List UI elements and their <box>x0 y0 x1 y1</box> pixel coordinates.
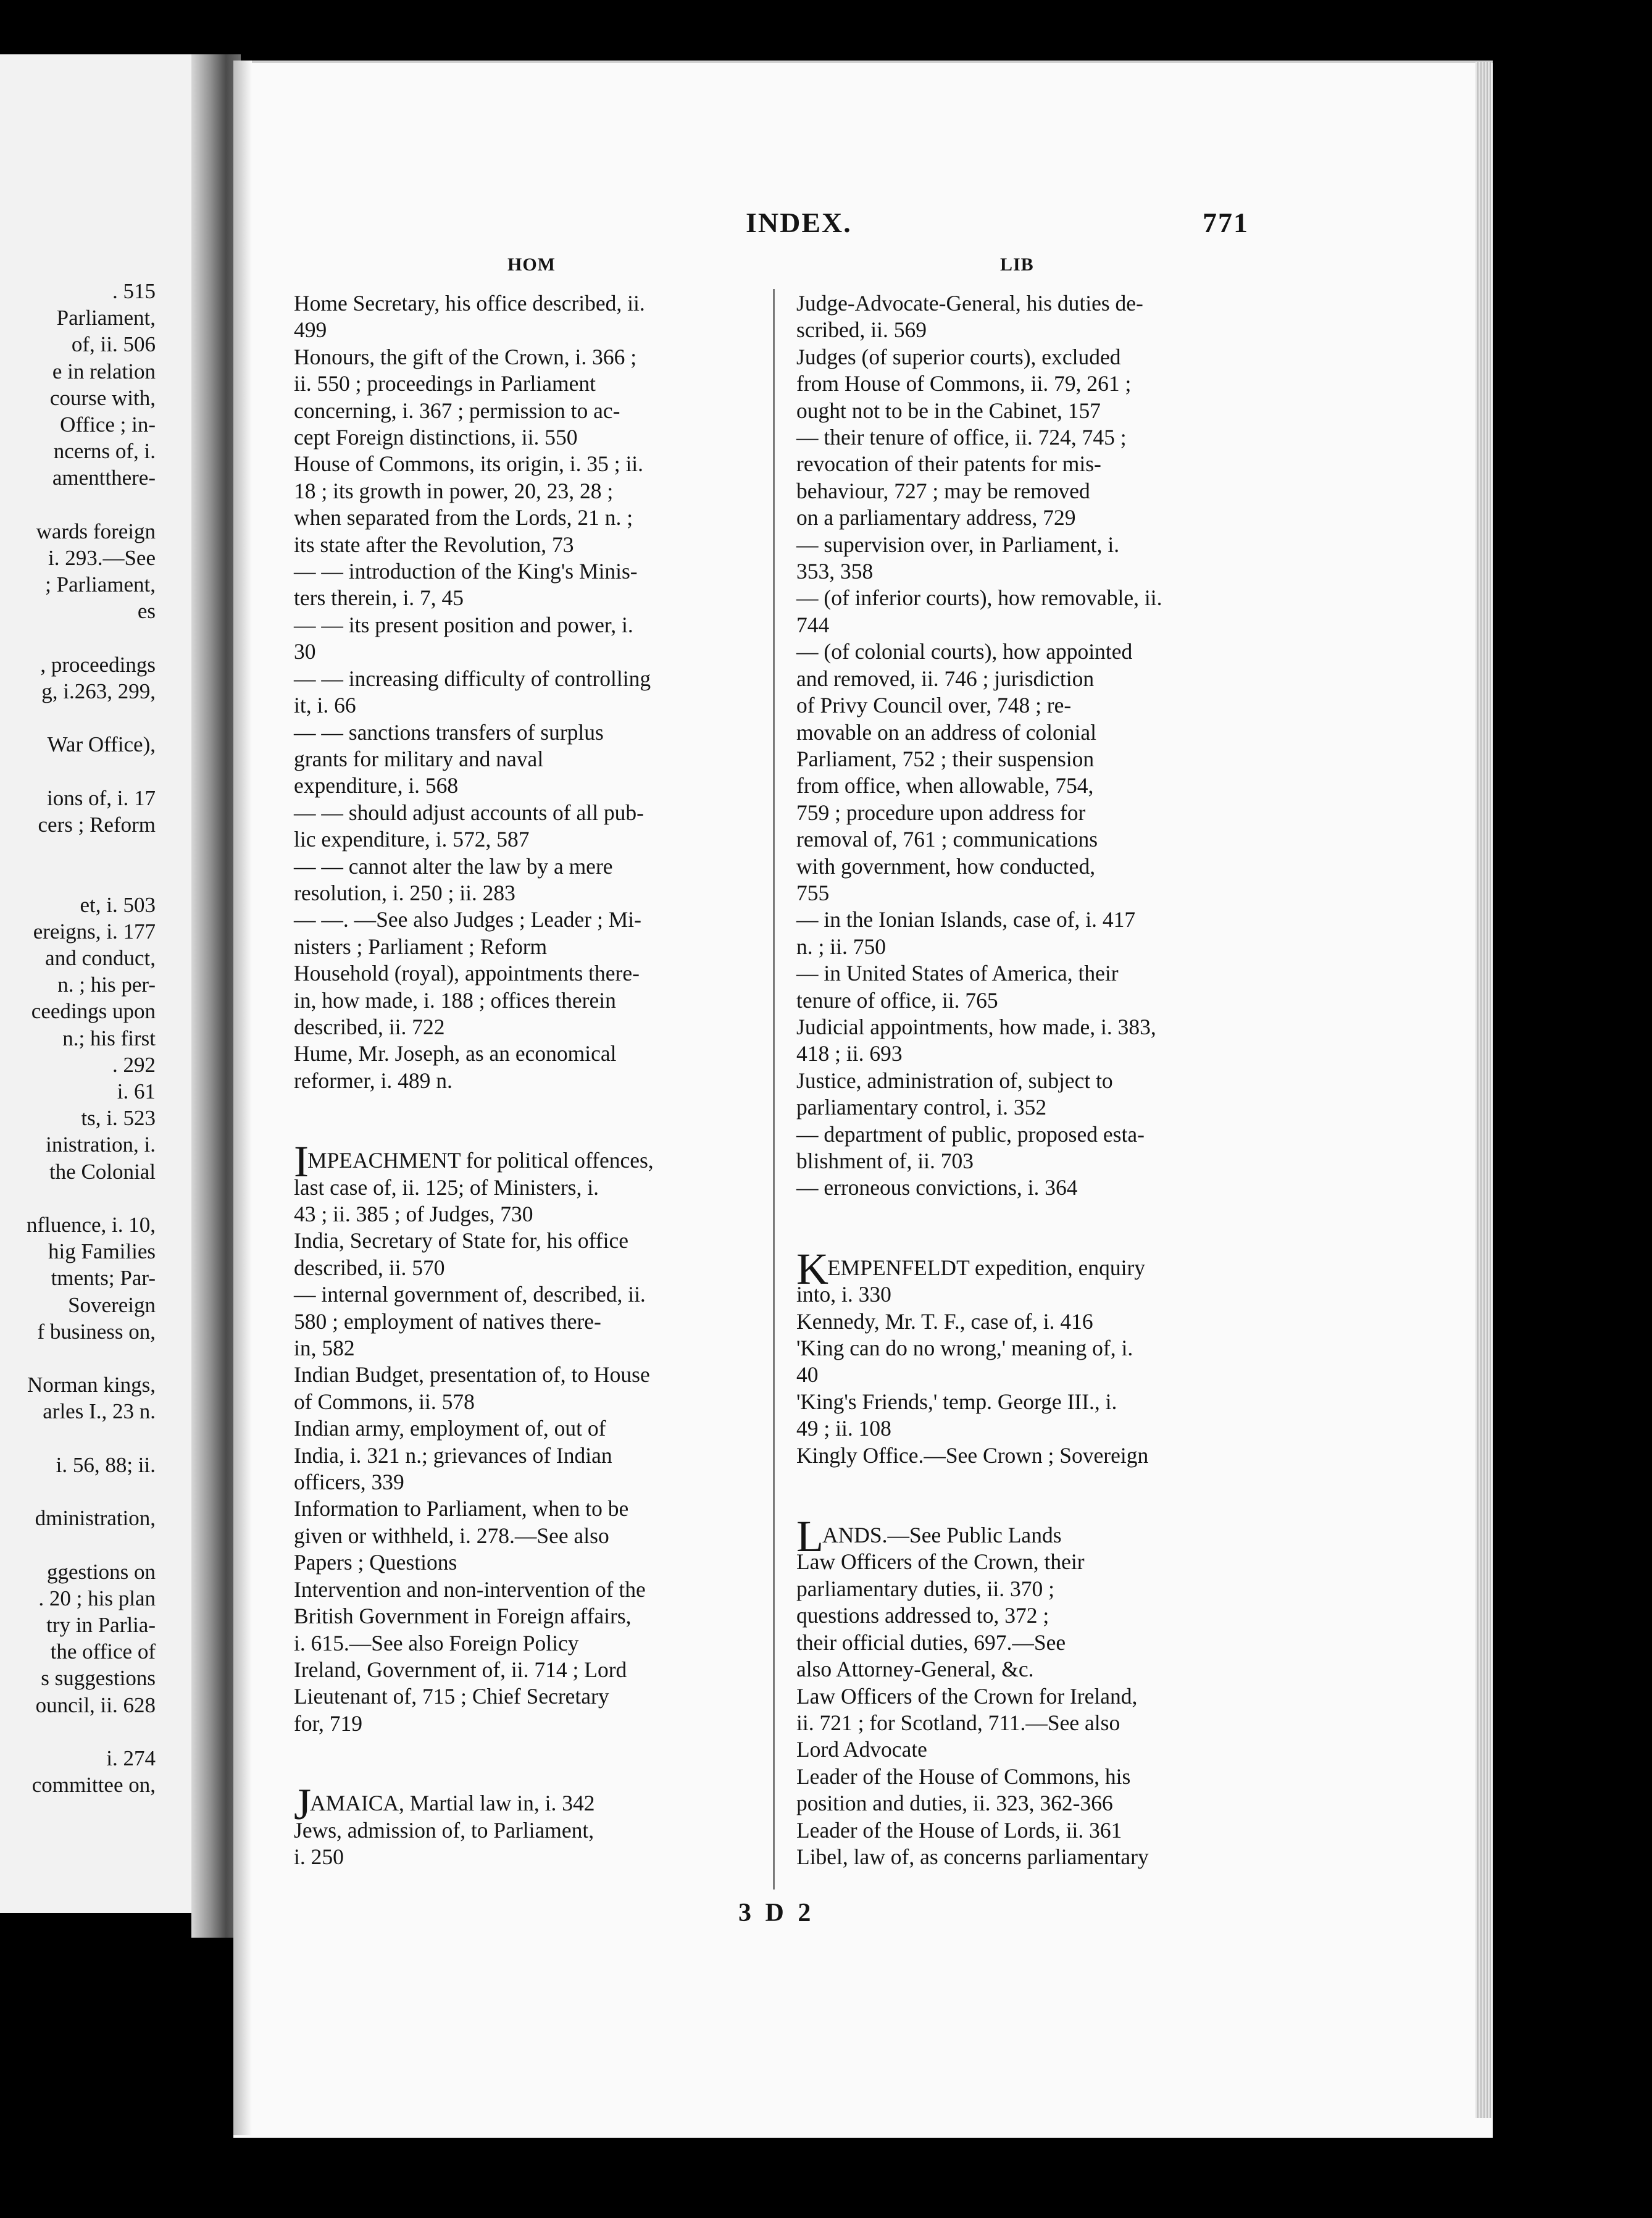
facing-page-line: the Colonial <box>49 1159 156 1184</box>
facing-page-line: cers ; Reform <box>38 813 156 837</box>
index-entry-line: ought not to be in the Cabinet, 157 <box>796 398 1101 423</box>
index-entry <box>796 1068 1266 1121</box>
index-entry-line: 759 ; procedure upon address for <box>796 800 1086 825</box>
index-entry-line: it, i. 66 <box>294 693 356 718</box>
index-entry-line: KEMPENFELDT expedition, enquiry <box>796 1244 1146 1294</box>
index-entry-line: Judges (of superior courts), excluded <box>796 344 1121 369</box>
index-entry-line: Indian army, employment of, out of <box>294 1416 606 1441</box>
index-entry <box>796 906 1266 960</box>
index-entry-line: cept Foreign distinctions, ii. 550 <box>294 425 578 450</box>
index-entry-line: concerning, i. 367 ; permission to ac- <box>294 398 620 423</box>
index-entry-line: 18 ; its growth in power, 20, 23, 28 ; <box>294 478 614 503</box>
index-entry-line: parliamentary duties, ii. 370 ; <box>796 1576 1055 1601</box>
index-entry <box>796 532 1266 585</box>
facing-page-line: . 20 ; his plan <box>38 1586 156 1610</box>
facing-page-line: ereigns, i. 177 <box>33 919 156 944</box>
facing-page-line: g, i.263, 299, <box>41 679 156 703</box>
index-entry-line: in, how made, i. 188 ; offices therein <box>294 987 616 1013</box>
index-entry-line: 418 ; ii. 693 <box>796 1041 903 1066</box>
index-entry-line: — — increasing difficulty of controlling <box>294 666 651 691</box>
index-entry-line: its state after the Revolution, 73 <box>294 532 574 557</box>
index-entry <box>294 1040 763 1094</box>
index-entry-line: blishment of, ii. 703 <box>796 1149 974 1173</box>
index-entry-line: behaviour, 727 ; may be removed <box>796 478 1090 503</box>
index-entry-line: — (of inferior courts), how removable, ii. <box>796 585 1162 611</box>
index-entry-line: scribed, ii. 569 <box>796 317 927 343</box>
index-entry-line: 30 <box>294 639 316 664</box>
facing-page-line: Norman kings, <box>27 1373 156 1397</box>
index-entry-line: Judge-Advocate-General, his duties de- <box>796 291 1143 316</box>
index-entry-line: Home Secretary, his office described, ii. <box>294 291 645 316</box>
index-entry-line: and removed, ii. 746 ; jurisdiction <box>796 666 1095 691</box>
index-entry-line: on a parliamentary address, 729 <box>796 505 1076 530</box>
facing-page-line: ceedings upon <box>31 999 156 1024</box>
facing-page-line: . 292 <box>112 1052 156 1077</box>
facing-page-line: the office of <box>50 1639 156 1664</box>
index-entry-line: movable on an address of colonial <box>796 719 1097 745</box>
index-entry <box>294 906 763 960</box>
section-break <box>796 1469 1266 1522</box>
index-entry-line: described, ii. 570 <box>294 1255 445 1280</box>
facing-page-line: e in relation <box>52 359 156 383</box>
facing-page-line: arles I., 23 n. <box>43 1399 156 1424</box>
index-entry-line: JAMAICA, Martial law in, i. 342 <box>294 1780 595 1830</box>
index-entry <box>294 1657 763 1737</box>
index-entry <box>796 1014 1266 1068</box>
index-entry-line: when separated from the Lords, 21 n. ; <box>294 505 633 530</box>
index-entry <box>796 1335 1266 1389</box>
facing-page-line: inistration, i. <box>46 1132 156 1157</box>
index-entry-line: LANDS.—See Public Lands <box>796 1512 1062 1562</box>
facing-page-line: et, i. 503 <box>80 892 156 917</box>
facing-page-line: ncerns of, i. <box>53 439 156 464</box>
index-entry-line: Judicial appointments, how made, i. 383, <box>796 1014 1156 1039</box>
index-entry <box>294 800 763 853</box>
index-entry-line: Lord Advocate <box>796 1737 927 1762</box>
facing-page-fragment <box>0 54 199 1913</box>
index-entry-line: in, 582 <box>294 1336 355 1361</box>
index-entry <box>796 1389 1266 1442</box>
index-entry-line: with government, how conducted, <box>796 853 1096 879</box>
facing-page-line: ions of, i. 17 <box>47 785 156 810</box>
index-entry-line: House of Commons, its origin, i. 35 ; ii. <box>294 451 644 477</box>
facing-page-line: Parliament, <box>56 306 156 330</box>
index-entry <box>294 344 763 451</box>
facing-page-line: i. 56, 88; ii. <box>56 1452 156 1477</box>
index-entry <box>796 290 1266 344</box>
index-entry <box>796 1308 1266 1335</box>
index-entry <box>796 1174 1266 1201</box>
index-entry <box>294 719 763 800</box>
index-entry-line: described, ii. 722 <box>294 1014 445 1039</box>
index-entry <box>294 451 763 558</box>
guide-word-right: LIB <box>1000 254 1034 275</box>
facing-page-line: and conduct, <box>45 946 156 970</box>
index-entry <box>796 1244 1266 1308</box>
index-entry-line: Ireland, Government of, ii. 714 ; Lord <box>294 1657 627 1682</box>
index-entry-line: India, i. 321 n.; grievances of Indian <box>294 1442 612 1468</box>
facing-page-line: , proceedings <box>40 652 156 677</box>
index-entry-line: British Government in Foreign affairs, <box>294 1604 632 1629</box>
running-title: INDEX. <box>746 207 852 238</box>
page-edge <box>1475 62 1491 2118</box>
index-entry-line: Leader of the House of Lords, ii. 361 <box>796 1817 1122 1843</box>
facing-page-line: Sovereign <box>68 1292 156 1317</box>
facing-page-line: ouncil, ii. 628 <box>35 1693 156 1717</box>
index-entry-line: of Commons, ii. 578 <box>294 1389 475 1414</box>
facing-page-line: n.; his first <box>62 1026 156 1050</box>
index-entry-line: removal of, 761 ; communications <box>796 827 1098 852</box>
facing-page-line: wards foreign <box>36 519 156 543</box>
index-entry-line: Household (royal), appointments there- <box>294 961 640 986</box>
facing-page-line: ggestions on <box>47 1559 156 1584</box>
index-entry-line: resolution, i. 250 ; ii. 283 <box>294 880 515 905</box>
index-entry-line: 43 ; ii. 385 ; of Judges, 730 <box>294 1202 533 1226</box>
facing-page-line: dministration, <box>35 1506 156 1531</box>
index-entry-line: Kingly Office.—See Crown ; Sovereign <box>796 1442 1149 1468</box>
index-entry <box>294 1576 763 1657</box>
index-entry-line: for, 719 <box>294 1710 362 1736</box>
index-entry <box>294 290 763 344</box>
index-entry-line: nisters ; Parliament ; Reform <box>294 934 548 959</box>
facing-page-line: es <box>137 599 156 624</box>
facing-page-line: s suggestions <box>41 1666 156 1691</box>
index-entry-line: — —. —See also Judges ; Leader ; Mi- <box>294 907 641 932</box>
index-entry-line: — — its present position and power, i. <box>294 612 633 637</box>
index-entry-line: Justice, administration of, subject to <box>796 1068 1113 1093</box>
index-entry-line: Law Officers of the Crown for Ireland, <box>796 1683 1138 1709</box>
page-shadow <box>233 61 252 2135</box>
index-entry-line: lic expenditure, i. 572, 587 <box>294 827 530 852</box>
index-entry <box>294 853 763 907</box>
facing-page-line: Office ; in- <box>60 412 156 437</box>
index-entry-line: Law Officers of the Crown, their <box>796 1549 1085 1575</box>
facing-page-line: of, ii. 506 <box>71 332 156 357</box>
index-entry-line: 49 ; ii. 108 <box>796 1416 891 1441</box>
index-column-left <box>294 290 763 1870</box>
index-entry <box>796 1512 1266 1683</box>
index-entry <box>796 1764 1266 1817</box>
page-number: 771 <box>1203 207 1249 238</box>
section-break <box>796 1202 1266 1255</box>
column-rule <box>773 289 775 1889</box>
facing-page-line: ts, i. 523 <box>81 1106 156 1131</box>
index-entry-line: — — introduction of the King's Minis- <box>294 559 638 584</box>
facing-page-line: course with, <box>49 385 156 410</box>
facing-page-line: try in Parlia- <box>46 1613 156 1637</box>
index-entry-line: questions addressed to, 372 ; <box>796 1603 1049 1628</box>
index-entry-line: last case of, ii. 125; of Ministers, i. <box>294 1174 599 1200</box>
drop-cap-letter: J <box>294 1780 312 1830</box>
index-entry-line: — — sanctions transfers of surplus <box>294 719 604 745</box>
section-break <box>294 1737 763 1790</box>
index-entry-line: 744 <box>796 612 830 637</box>
index-entry <box>294 960 763 1040</box>
index-entry-line: officers, 339 <box>294 1470 404 1495</box>
index-entry-line: i. 615.—See also Foreign Policy <box>294 1630 579 1655</box>
index-entry-line: Leader of the House of Commons, his <box>796 1764 1131 1789</box>
index-entry-line: 353, 358 <box>796 559 874 584</box>
facing-page-line: . 515 <box>112 279 156 303</box>
index-column-right <box>796 290 1266 1870</box>
index-entry-line: revocation of their patents for mis- <box>796 451 1101 477</box>
index-entry-line: ters therein, i. 7, 45 <box>294 585 464 611</box>
facing-page-line: n. ; his per- <box>57 973 156 997</box>
index-entry-line: — internal government of, described, ii. <box>294 1282 646 1307</box>
index-entry <box>294 612 763 666</box>
index-entry-line: ii. 721 ; for Scotland, 711.—See also <box>796 1710 1120 1735</box>
index-entry-line: position and duties, ii. 323, 362-366 <box>796 1791 1113 1816</box>
facing-page-line: ; Parliament, <box>45 572 156 597</box>
facing-page-line: i. 61 <box>117 1079 156 1103</box>
index-entry-line: their official duties, 697.—See <box>796 1630 1066 1655</box>
index-entry-line: 755 <box>796 880 830 905</box>
facing-page-line: f business on, <box>37 1319 156 1344</box>
index-entry-line: given or withheld, i. 278.—See also <box>294 1523 609 1548</box>
index-entry-line: — erroneous convictions, i. 364 <box>796 1175 1078 1200</box>
index-entry-line: of Privy Council over, 748 ; re- <box>796 693 1072 718</box>
index-entry <box>796 1121 1266 1175</box>
index-entry-line: Hume, Mr. Joseph, as an economical <box>294 1041 617 1066</box>
index-entry <box>294 1496 763 1576</box>
index-entry <box>796 1683 1266 1764</box>
index-entry <box>294 1137 763 1228</box>
index-entry-line: — supervision over, in Parliament, i. <box>796 532 1120 557</box>
index-entry-line: expenditure, i. 568 <box>294 773 459 798</box>
index-entry-line: — — cannot alter the law by a mere <box>294 853 613 879</box>
facing-page-line: tments; Par- <box>51 1266 156 1291</box>
index-entry <box>796 1817 1266 1844</box>
index-entry-line: 'King's Friends,' temp. George III., i. <box>796 1389 1117 1414</box>
index-entry-line: Libel, law of, as concerns parliamentary <box>796 1844 1149 1869</box>
index-entry <box>294 1228 763 1281</box>
index-entry-line: Information to Parliament, when to be <box>294 1496 629 1521</box>
index-entry <box>796 1442 1266 1469</box>
index-entry-line: — — should adjust accounts of all pub- <box>294 800 644 825</box>
index-entry-line: into, i. 330 <box>796 1282 891 1307</box>
index-entry-line: i. 250 <box>294 1844 344 1869</box>
index-entry <box>796 585 1266 638</box>
signature-mark: 3 D 2 <box>738 1899 815 1927</box>
index-entry-line: Kennedy, Mr. T. F., case of, i. 416 <box>796 1308 1093 1334</box>
drop-cap-letter: L <box>796 1512 824 1562</box>
index-entry <box>294 558 763 612</box>
index-entry <box>294 1362 763 1415</box>
index-entry-line: Papers ; Questions <box>294 1550 457 1575</box>
index-entry-line: — department of public, proposed esta- <box>796 1121 1145 1147</box>
facing-page-line: nfluence, i. 10, <box>27 1213 156 1237</box>
index-entry-line: Lieutenant of, 715 ; Chief Secretary <box>294 1684 609 1709</box>
drop-cap-letter: I <box>294 1137 309 1187</box>
index-entry <box>796 424 1266 532</box>
index-entry-line: 580 ; employment of natives there- <box>294 1308 601 1334</box>
facing-page-line: amentthere- <box>52 466 156 490</box>
index-entry-line: Intervention and non-intervention of the <box>294 1576 646 1602</box>
facing-page-line: i. 293.—See <box>48 546 156 570</box>
index-entry-line: Jews, admission of, to Parliament, <box>294 1817 594 1843</box>
index-entry-line: ii. 550 ; proceedings in Parliament <box>294 371 596 396</box>
index-entry-line: 'King can do no wrong,' meaning of, i. <box>796 1336 1133 1361</box>
guide-word-left: HOM <box>507 254 556 275</box>
index-entry-line: — in United States of America, their <box>796 961 1119 986</box>
index-entry-line: — (of colonial courts), how appointed <box>796 639 1133 664</box>
index-entry-line: also Attorney-General, &c. <box>796 1657 1034 1682</box>
index-entry <box>294 1415 763 1496</box>
index-entry-line: reformer, i. 489 n. <box>294 1068 453 1093</box>
facing-page-line: War Office), <box>47 732 156 757</box>
index-entry-line: IMPEACHMENT for political offences, <box>294 1137 654 1187</box>
drop-cap-letter: K <box>796 1244 828 1294</box>
index-entry-line: Indian Budget, presentation of, to House <box>294 1362 650 1387</box>
index-entry <box>294 1281 763 1362</box>
index-entry-line: from office, when allowable, 754, <box>796 773 1094 798</box>
index-entry <box>796 1844 1266 1870</box>
index-entry-line: n. ; ii. 750 <box>796 934 886 959</box>
index-entry-line: — in the Ionian Islands, case of, i. 417 <box>796 907 1136 932</box>
index-entry-line: parliamentary control, i. 352 <box>796 1095 1047 1120</box>
index-entry-line: 40 <box>796 1362 819 1387</box>
section-break <box>294 1094 763 1147</box>
index-entry <box>796 638 1266 906</box>
index-entry-line: Parliament, 752 ; their suspension <box>796 746 1095 771</box>
index-entry <box>796 344 1266 424</box>
index-entry-line: — their tenure of office, ii. 724, 745 ; <box>796 425 1127 450</box>
index-entry-line: Honours, the gift of the Crown, i. 366 ; <box>294 344 637 369</box>
facing-page-line: i. 274 <box>106 1746 156 1770</box>
index-entry <box>294 1780 763 1870</box>
index-entry-line: tenure of office, ii. 765 <box>796 987 998 1013</box>
index-entry-line: 499 <box>294 317 327 343</box>
facing-page-line: hig Families <box>48 1239 156 1264</box>
index-entry-line: from House of Commons, ii. 79, 261 ; <box>796 371 1132 396</box>
index-entry-line: grants for military and naval <box>294 746 544 771</box>
index-entry-line: India, Secretary of State for, his office <box>294 1228 629 1253</box>
index-entry <box>796 960 1266 1014</box>
index-entry <box>294 666 763 719</box>
facing-page-line: committee on, <box>31 1773 156 1797</box>
